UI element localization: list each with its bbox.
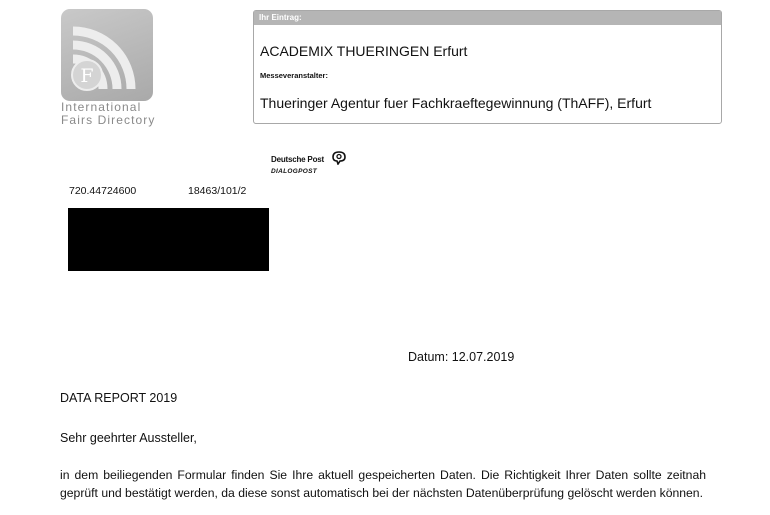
body-paragraph: in dem beiliegenden Formular finden Sie Ihre aktuell gespeicherten Daten. Die Richtigkeit Ihrer Daten sollte zeitnah geprüft und bestätigt werden, da diese sonst automatisch bei der nächsten Datenüberprüfung gelöscht werden können. [60,468,706,500]
post-horn-icon [331,151,347,165]
organizer-label: Messeveranstalter: [260,71,328,80]
salutation: Sehr geehrter Aussteller, [60,431,197,445]
entry-header: Ihr Eintrag: [254,11,721,25]
logo-caption [61,101,161,127]
reference-code-1: 720.44724600 [69,185,137,197]
entry-box [253,10,722,124]
redacted-address-block [68,208,269,271]
organizer-name: Thueringer Agentur fuer Fachkraeftegewinnung (ThAFF), Erfurt [260,95,652,111]
logo-letter: F [80,65,94,87]
company-logo [61,9,153,101]
reference-code-2: 18463/101/2 [188,185,247,197]
entry-name: ACADEMIX THUERINGEN Erfurt [260,43,468,59]
postage-service: DIALOGPOST [271,168,317,175]
postage-brand: Deutsche Post [271,155,324,164]
logo-caption-line2: Fairs Directory [61,113,156,127]
letter-date: Datum: 12.07.2019 [408,350,515,364]
logo-caption-line1: International [61,100,142,114]
report-title: DATA REPORT 2019 [60,391,178,405]
signal-waves-icon [61,9,153,101]
